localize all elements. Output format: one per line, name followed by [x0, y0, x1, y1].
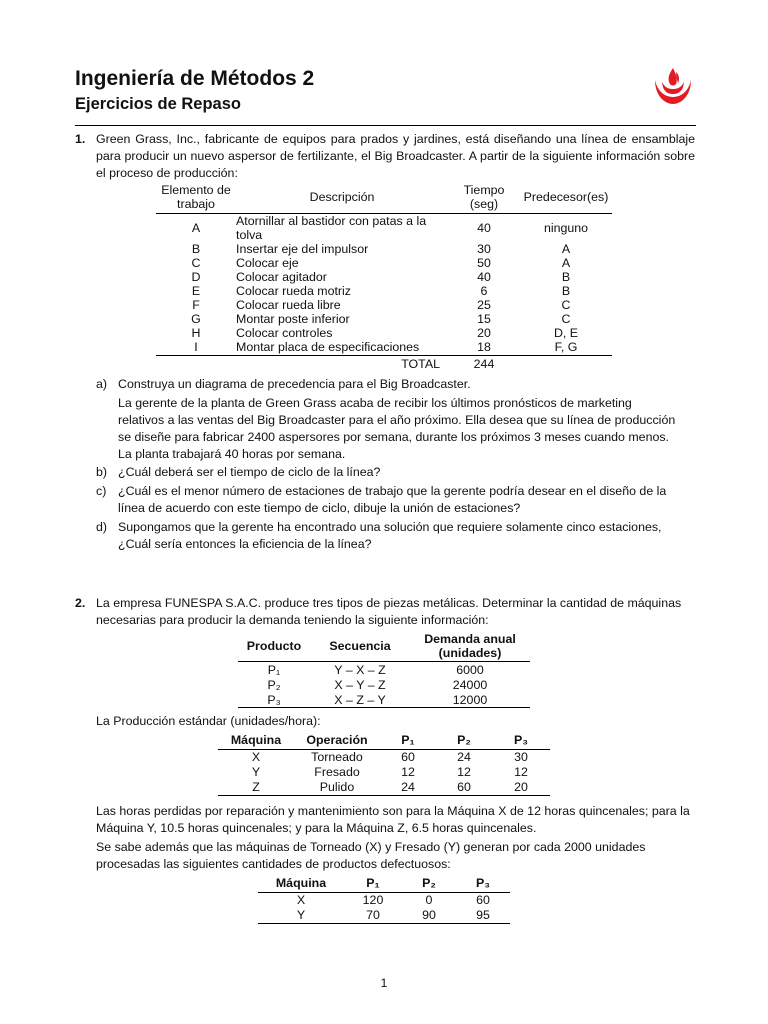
demand-table [238, 632, 530, 708]
cell-operation: Pulido [294, 780, 380, 796]
cell-operation: Torneado [311, 750, 363, 764]
cell-predecessors: A [561, 242, 571, 256]
cell-element: A [191, 221, 201, 235]
item-c-text: ¿Cuál es el menor número de estaciones de trabajo que la gerente podría desear en el diseño de la línea de acuerdo con este tiempo de ciclo, dibuje la unión de estaciones? [118, 484, 667, 515]
cell-p3: 60 [476, 893, 490, 907]
header-p2: P₂ [402, 876, 456, 893]
cell-description: Colocar eje [236, 256, 299, 270]
standard-production-table [218, 733, 550, 796]
table-row [238, 662, 530, 678]
context-text: La gerente de la planta de Green Grass acaba de recibir los últimos pronósticos de marketing relativos a las ventas del Big Broadcaster para el año próximo. Ella desea que su línea de producción se diseñe para fabricar 2400 aspersores por semana, durante los próximos 3 meses cuando menos. La planta trabajará 40 horas por semana. [118, 396, 676, 461]
table-row [218, 780, 550, 796]
total-label: TOTAL [401, 357, 440, 371]
table-row [156, 312, 612, 326]
total-value: 244 [473, 357, 495, 371]
table-row [156, 298, 612, 312]
item-d-text: Supongamos que la gerente ha encontrado una solución que requiere solamente cinco estaciones, ¿Cuál sería entonces la eficiencia de la línea? [118, 520, 662, 551]
cell-p1: 120 [362, 893, 384, 907]
cell-machine: Y [251, 765, 261, 779]
cell-p3: 30 [514, 750, 528, 764]
work-elements-table [156, 183, 612, 371]
cell-p2: 0 [425, 893, 433, 907]
header-product: Producto [238, 632, 310, 662]
cell-demand: 6000 [456, 662, 484, 677]
cell-p2: 90 [402, 908, 456, 924]
header-operation: Operación [294, 733, 380, 750]
cell-p2: 24 [457, 750, 471, 764]
defects-intro-text: Se sabe además que las máquinas de Torneado (X) y Fresado (Y) generan por cada 2000 unidades procesadas las siguientes cantidades de productos defectuosos: [96, 840, 646, 871]
header-p1: P₁ [380, 733, 436, 750]
problem-1-intro: Green Grass, Inc., fabricante de equipos para prados y jardines, está diseñando una línea de ensamblaje para producir un nuevo aspersor de fertilizante, el Big Broadcaster. A partir de la siguiente información sobre el proceso de producción: [96, 132, 695, 180]
table-row [156, 284, 612, 298]
table-row [238, 677, 530, 692]
header-p3: P₃ [456, 876, 510, 893]
header-element: Elemento de trabajo [156, 183, 236, 214]
cell-time: 15 [477, 312, 491, 326]
cell-time: 25 [477, 298, 491, 312]
cell-p3: 12 [514, 765, 528, 779]
cell-predecessors: D, E [553, 326, 579, 340]
header-predecessors: Predecesor(es) [520, 183, 612, 214]
cell-description: Colocar agitador [236, 270, 327, 284]
table-row [156, 326, 612, 340]
cell-sequence: X – Z – Y [310, 692, 410, 708]
cell-time: 18 [448, 340, 520, 356]
defects-table [258, 876, 510, 924]
cell-predecessors: F, G [520, 340, 612, 356]
table-row [156, 256, 612, 270]
header-machine: Máquina [258, 876, 344, 893]
header-sequence: Secuencia [310, 632, 410, 662]
cell-description: Montar placa de especificaciones [236, 340, 448, 356]
cell-predecessors: B [561, 284, 571, 298]
standard-production-label: La Producción estándar (unidades/hora): [96, 714, 321, 728]
cell-machine: X [296, 893, 306, 907]
cell-p1: 70 [344, 908, 402, 924]
cell-p1: 12 [401, 765, 415, 779]
header-p1: P₁ [344, 876, 402, 893]
problem-1-number: 1. [75, 132, 86, 146]
cell-description: Insertar eje del impulsor [236, 242, 369, 256]
item-a-text: Construya un diagrama de precedencia para el Big Broadcaster. [118, 377, 471, 391]
cell-description: Montar poste inferior [236, 312, 350, 326]
table-row [258, 893, 510, 909]
cell-predecessors: C [561, 298, 571, 312]
cell-predecessors: ninguno [543, 221, 589, 235]
cell-time: 6 [480, 284, 488, 298]
cell-p2: 12 [457, 765, 471, 779]
cell-predecessors: C [561, 312, 571, 326]
item-c-label: c) [96, 484, 107, 498]
cell-predecessors: B [561, 270, 571, 284]
cell-operation: Fresado [314, 765, 360, 779]
cell-element: B [191, 242, 201, 256]
cell-description: Colocar rueda libre [236, 298, 341, 312]
item-d-label: d) [96, 520, 108, 534]
cell-description: Colocar controles [236, 326, 333, 340]
cell-description: Colocar rueda motriz [236, 284, 352, 298]
item-a-label: a) [96, 377, 108, 391]
table-row [238, 692, 530, 708]
cell-element: I [156, 340, 236, 356]
cell-p1: 60 [401, 750, 415, 764]
header-divider [75, 125, 696, 126]
cell-p2: 60 [436, 780, 492, 796]
header-description: Descripción [236, 183, 448, 214]
cell-product: P₂ [267, 677, 281, 692]
cell-time: 30 [477, 242, 491, 256]
header-machine: Máquina [218, 733, 294, 750]
table-row [156, 340, 612, 356]
cell-time: 40 [477, 270, 491, 284]
cell-element: D [191, 270, 201, 284]
hours-lost-text: Las horas perdidas por reparación y mantenimiento son para la Máquina X de 12 horas quincenales; para la Máquina Y, 10.5 horas quincenales; y para la Máquina Z, 6.5 horas quincenales. [96, 804, 690, 835]
cell-element: C [191, 256, 201, 270]
table-row [218, 750, 550, 766]
cell-machine: Z [218, 780, 294, 796]
table-row [218, 765, 550, 780]
cell-machine: Y [258, 908, 344, 924]
table-row [156, 214, 612, 243]
header-p2: P₂ [436, 733, 492, 750]
item-b-text: ¿Cuál deberá ser el tiempo de ciclo de la línea? [118, 465, 381, 479]
problem-2-number: 2. [75, 596, 86, 610]
cell-element: G [191, 312, 201, 326]
cell-demand: 24000 [452, 677, 488, 692]
table-row [156, 242, 612, 256]
cell-product: P₁ [267, 662, 281, 677]
table-row [156, 270, 612, 284]
header-demand: Demanda anual (unidades) [410, 632, 530, 662]
page-subtitle: Ejercicios de Repaso [75, 95, 241, 113]
page-title: Ingeniería de Métodos 2 [75, 67, 315, 90]
cell-p1: 24 [380, 780, 436, 796]
cell-predecessors: A [561, 256, 571, 270]
item-b-label: b) [96, 465, 108, 479]
cell-description: Atornillar al bastidor con patas a la tolva [236, 214, 427, 242]
cell-time: 20 [477, 326, 491, 340]
cell-time: 40 [477, 221, 491, 235]
cell-p3: 20 [492, 780, 550, 796]
cell-sequence: X – Y – Z [334, 677, 386, 692]
cell-p3: 95 [456, 908, 510, 924]
table-row [258, 908, 510, 924]
cell-machine: X [251, 750, 261, 764]
cell-element: E [191, 284, 201, 298]
upc-logo-icon [649, 66, 697, 106]
cell-product: P₃ [238, 692, 310, 708]
cell-element: F [192, 298, 200, 312]
cell-time: 50 [477, 256, 491, 270]
header-p3: P₃ [492, 733, 550, 750]
cell-demand: 12000 [410, 692, 530, 708]
page-number: 1 [380, 976, 388, 990]
header-time: Tiempo (seg) [448, 183, 520, 214]
problem-2-intro: La empresa FUNESPA S.A.C. produce tres tipos de piezas metálicas. Determinar la cantidad de máquinas necesarias para producir la demanda teniendo la siguiente información: [96, 596, 682, 627]
cell-sequence: Y – X – Z [334, 662, 386, 677]
cell-element: H [191, 326, 201, 340]
